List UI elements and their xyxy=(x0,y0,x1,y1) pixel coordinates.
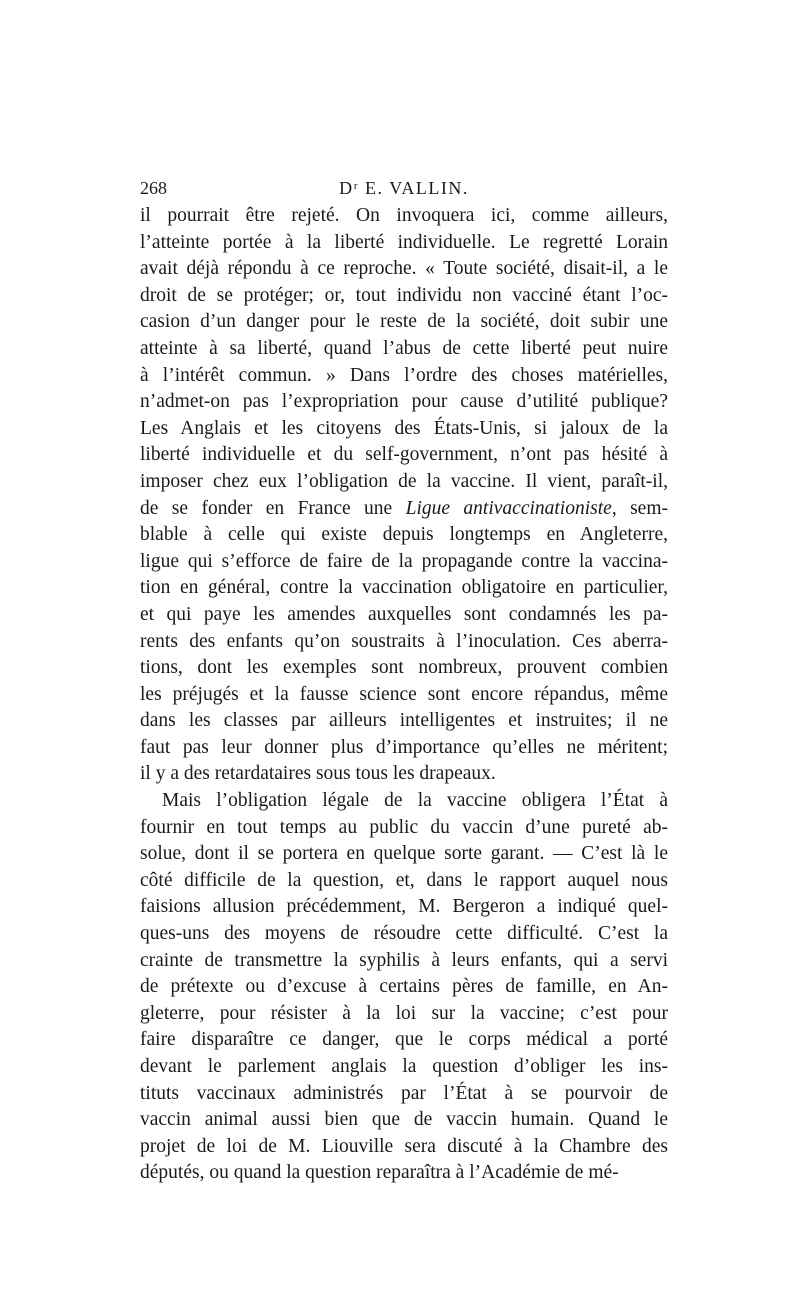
text-run: l’atteinte portée à la liberté individuelle. Le regretté Lorain xyxy=(140,231,668,253)
paragraph xyxy=(140,788,668,1187)
text-line xyxy=(140,496,668,523)
text-line xyxy=(140,868,668,895)
text-line xyxy=(140,735,668,762)
text-run: de prétexte ou d’excuse à certains pères de famille, en An- xyxy=(140,976,668,998)
text-line xyxy=(140,921,668,948)
text-line xyxy=(140,230,668,257)
text-line xyxy=(140,761,668,788)
text-run: députés, ou quand la question reparaîtra à l’Académie de mé- xyxy=(140,1162,619,1184)
text-line xyxy=(140,815,668,842)
text-run: tion en général, contre la vaccination obligatoire en particulier, xyxy=(140,577,668,599)
text-line xyxy=(140,203,668,230)
text-line xyxy=(140,1107,668,1134)
text-run: vaccin animal aussi bien que de vaccin humain. Quand le xyxy=(140,1109,668,1131)
text-run: les préjugés et la fausse science sont encore répandus, même xyxy=(140,683,668,705)
text-run: Mais l’obligation légale de la vaccine obligera l’État à xyxy=(162,790,668,812)
text-line xyxy=(140,788,668,815)
text-run: avait déjà répondu à ce reproche. « Toute société, disait-il, a le xyxy=(140,258,668,280)
text-run: à l’intérêt commun. » Dans l’ordre des choses matérielles, xyxy=(140,364,668,386)
text-line xyxy=(140,841,668,868)
text-line xyxy=(140,655,668,682)
text-line xyxy=(140,602,668,629)
text-run: solue, dont il se portera en quelque sorte garant. — C’est là le xyxy=(140,843,668,865)
text-line xyxy=(140,336,668,363)
text-line xyxy=(140,974,668,1001)
text-line xyxy=(140,309,668,336)
text-run: projet de loi de M. Liouville sera discuté à la Chambre des xyxy=(140,1135,668,1157)
text-line xyxy=(140,389,668,416)
text-line xyxy=(140,283,668,310)
text-run: rents des enfants qu’on soustraits à l’inoculation. Ces aberra- xyxy=(140,630,668,652)
text-line xyxy=(140,442,668,469)
paragraph xyxy=(140,203,668,788)
text-line xyxy=(140,416,668,443)
text-line xyxy=(140,1001,668,1028)
text-run: atteinte à sa liberté, quand l’abus de cette liberté peut nuire xyxy=(140,337,668,359)
text-run: imposer chez eux l’obligation de la vaccine. Il vient, paraît-il, xyxy=(140,470,668,492)
text-run: côté difficile de la question, et, dans le rapport auquel nous xyxy=(140,869,668,891)
text-line xyxy=(140,256,668,283)
running-head xyxy=(140,176,668,200)
text-run: blable à celle qui existe depuis longtemps en Angleterre, xyxy=(140,524,668,546)
running-head-author: Dʳ E. VALLIN. xyxy=(339,178,469,198)
text-line xyxy=(140,708,668,735)
text-line xyxy=(140,1027,668,1054)
text-run: et qui paye les amendes auxquelles sont condamnés les pa- xyxy=(140,603,668,625)
body-text xyxy=(140,203,668,1187)
text-line xyxy=(140,1081,668,1108)
text-line xyxy=(140,575,668,602)
text-run: n’admet-on pas l’expropriation pour cause d’utilité publique? xyxy=(140,391,668,413)
text-run: tituts vaccinaux administrés par l’État à se pourvoir de xyxy=(140,1082,668,1104)
text-run: crainte de transmettre la syphilis à leurs enfants, qui a servi xyxy=(140,949,668,971)
text-line xyxy=(140,682,668,709)
text-run: fournir en tout temps au public du vaccin d’une pureté ab- xyxy=(140,816,668,838)
text-run: faire disparaître ce danger, que le corps médical a porté xyxy=(140,1029,668,1051)
text-line xyxy=(140,894,668,921)
text-line xyxy=(140,948,668,975)
text-run: faisions allusion précédemment, M. Bergeron a indiqué quel- xyxy=(140,896,668,918)
text-run: faut pas leur donner plus d’importance qu’elles ne méritent; xyxy=(140,736,668,758)
text-run: ques-uns des moyens de résoudre cette difficulté. C’est la xyxy=(140,923,668,945)
text-run: casion d’un danger pour le reste de la société, doit subir une xyxy=(140,311,668,333)
text-run: liberté individuelle et du self-government, n’ont pas hésité à xyxy=(140,444,668,466)
text-run: dans les classes par ailleurs intelligentes et instruites; il ne xyxy=(140,710,668,732)
italic-term: Ligue antivaccinationiste xyxy=(405,497,612,519)
text-run: tions, dont les exemples sont nombreux, prouvent combien xyxy=(140,657,668,679)
text-line xyxy=(140,363,668,390)
text-line xyxy=(140,469,668,496)
text-run: Les Anglais et les citoyens des États-Unis, si jaloux de la xyxy=(140,417,668,439)
text-run: ligue qui s’efforce de faire de la propagande contre la vaccina- xyxy=(140,550,668,572)
text-run: gleterre, pour résister à la loi sur la vaccine; c’est pour xyxy=(140,1002,668,1024)
text-run: devant le parlement anglais la question d’obliger les ins- xyxy=(140,1056,668,1077)
text-run: , sem- xyxy=(611,497,668,519)
text-line xyxy=(140,522,668,549)
text-line xyxy=(140,629,668,656)
text-line xyxy=(140,1160,668,1187)
text-run: droit de se protéger; or, tout individu non vacciné étant l’oc- xyxy=(140,284,668,306)
text-run: il y a des retardataires sous tous les drapeaux. xyxy=(140,763,496,785)
text-run: il pourrait être rejeté. On invoquera ici, comme ailleurs, xyxy=(140,205,668,226)
text-run: de se fonder en France une xyxy=(140,497,406,519)
text-line xyxy=(140,549,668,576)
text-line xyxy=(140,1134,668,1161)
text-line xyxy=(140,1054,668,1081)
page-number: 268 xyxy=(140,178,167,198)
